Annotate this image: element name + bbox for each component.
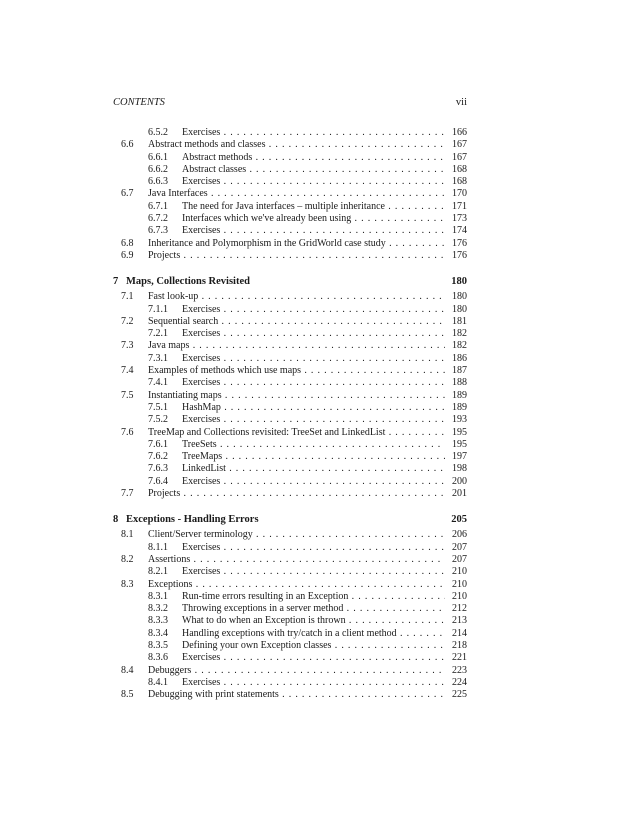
toc-entry-title: Exceptions - Handling Errors [126, 514, 259, 526]
toc-entry-page: 195 [449, 439, 467, 451]
toc-entry-title: Client/Server terminology . . . [148, 529, 445, 541]
toc-subsection[interactable] [113, 225, 467, 237]
toc-entry-page: 224 [449, 677, 467, 689]
toc-entry-page: 205 [448, 513, 467, 527]
toc-entry-num: 7.2 [121, 315, 134, 327]
toc-entry-page: 167 [449, 139, 467, 151]
toc-entry-title: Abstract classes . . . [182, 164, 445, 176]
toc-section[interactable] [113, 250, 467, 262]
toc-entry-page: 180 [449, 291, 467, 303]
toc-entry-num: 6.6.2 [148, 163, 168, 175]
toc-section[interactable] [113, 316, 467, 328]
toc-entry-title: Abstract methods and classes . . . [148, 139, 445, 151]
toc-entry-page: 182 [449, 328, 467, 340]
toc-entry-title: The need for Java interfaces – multiple inheritance . . . [182, 201, 445, 213]
toc-entry-title: Exercises . . . [182, 476, 445, 488]
toc-entry-title: Exercises . . . [182, 677, 445, 689]
table-of-contents [113, 127, 467, 701]
toc-entry-num: 8.1.1 [148, 541, 168, 553]
toc-entry-page: 182 [449, 340, 467, 352]
toc-section[interactable] [113, 188, 467, 200]
toc-entry-num: 7 [113, 276, 119, 288]
toc-entry-page: 200 [449, 476, 467, 488]
toc-entry-page: 225 [449, 689, 467, 701]
toc-section[interactable] [113, 238, 467, 250]
toc-section[interactable] [113, 689, 467, 701]
toc-entry-num: 8.2 [121, 553, 134, 565]
toc-entry-title: Abstract methods . . . [182, 152, 445, 164]
toc-entry-num: 6.7 [121, 188, 134, 200]
toc-entry-page: 188 [449, 377, 467, 389]
toc-subsection[interactable] [113, 328, 467, 340]
toc-entry-title: Projects . . . [148, 488, 445, 500]
toc-entry-num: 7.5.1 [148, 401, 168, 413]
toc-entry-num: 8.3.2 [148, 603, 168, 615]
toc-section[interactable] [113, 427, 467, 439]
toc-entry-title: Exercises . . . [182, 414, 445, 426]
toc-entry-page: 213 [449, 615, 467, 627]
toc-chapter[interactable] [113, 513, 467, 527]
toc-section[interactable] [113, 529, 467, 541]
toc-entry-title: Handling exceptions with try/catch in a client method . . . [182, 628, 445, 640]
toc-subsection[interactable] [113, 640, 467, 652]
toc-subsection[interactable] [113, 213, 467, 225]
toc-section[interactable] [113, 139, 467, 151]
toc-entry-num: 8.1 [121, 529, 134, 541]
toc-entry-title: HashMap . . . [182, 402, 445, 414]
toc-entry-page: 212 [449, 603, 467, 615]
toc-entry-title: Java maps . . . [148, 340, 445, 352]
toc-entry-num: 7.6 [121, 426, 134, 438]
toc-entry-page: 210 [449, 566, 467, 578]
toc-entry-title: Projects . . . [148, 250, 445, 262]
toc-entry-num: 7.6.1 [148, 438, 168, 450]
toc-entry-page: 170 [449, 188, 467, 200]
toc-entry-num: 6.6.3 [148, 176, 168, 188]
toc-section[interactable] [113, 365, 467, 377]
toc-entry-num: 7.6.2 [148, 451, 168, 463]
toc-entry-title: Fast look-up . . . [148, 291, 445, 303]
toc-entry-num: 6.6.1 [148, 151, 168, 163]
toc-entry-page: 174 [449, 225, 467, 237]
toc-subsection[interactable] [113, 603, 467, 615]
toc-entry-num: 7.2.1 [148, 328, 168, 340]
toc-subsection[interactable] [113, 201, 467, 213]
toc-subsection[interactable] [113, 402, 467, 414]
toc-entry-title: Exercises . . . [182, 304, 445, 316]
toc-entry-page: 166 [449, 127, 467, 139]
toc-entry-title: Exercises . . . [182, 353, 445, 365]
toc-entry-num: 8.3.5 [148, 639, 168, 651]
toc-entry-title: Instantiating maps . . . [148, 390, 445, 402]
toc-entry-title: Debuggers . . . [148, 665, 445, 677]
toc-entry-title: Sequential search . . . [148, 316, 445, 328]
toc-subsection[interactable] [113, 127, 467, 139]
toc-subsection[interactable] [113, 677, 467, 689]
toc-subsection[interactable] [113, 615, 467, 627]
toc-entry-num: 6.8 [121, 237, 134, 249]
toc-entry-title: Exercises . . . [182, 652, 445, 664]
toc-entry-num: 8.3.4 [148, 627, 168, 639]
toc-entry-num: 8.3.1 [148, 590, 168, 602]
toc-section[interactable] [113, 579, 467, 591]
toc-entry-num: 8 [113, 514, 119, 526]
toc-entry-page: 176 [449, 250, 467, 262]
toc-section[interactable] [113, 554, 467, 566]
toc-entry-title: TreeMap and Collections revisited: TreeSet and LinkedList . . . [148, 427, 445, 439]
toc-entry-num: 6.7.3 [148, 225, 168, 237]
toc-entry-num: 7.1.1 [148, 303, 168, 315]
toc-entry-num: 6.7.1 [148, 200, 168, 212]
toc-entry-page: 198 [449, 463, 467, 475]
toc-entry-page: 210 [449, 591, 467, 603]
toc-entry-page: 181 [449, 316, 467, 328]
toc-entry-page: 168 [449, 176, 467, 188]
toc-entry-title: LinkedList . . . [182, 463, 445, 475]
toc-subsection[interactable] [113, 566, 467, 578]
toc-entry-title: TreeMaps . . . [182, 451, 445, 463]
toc-entry-title: Exceptions . . . [148, 579, 445, 591]
toc-entry-num: 8.3 [121, 578, 134, 590]
toc-entry-page: 180 [449, 304, 467, 316]
toc-entry-page: 173 [449, 213, 467, 225]
toc-entry-page: 210 [449, 579, 467, 591]
toc-entry-title: Exercises . . . [182, 328, 445, 340]
toc-entry-num: 7.5 [121, 389, 134, 401]
toc-subsection[interactable] [113, 451, 467, 463]
toc-entry-num: 7.6.3 [148, 463, 168, 475]
toc-entry-title: Inheritance and Polymorphism in the GridWorld case study . . . [148, 238, 445, 250]
toc-entry-title: Throwing exceptions in a server method . . . [182, 603, 445, 615]
toc-entry-title: Exercises . . . [182, 566, 445, 578]
toc-subsection[interactable] [113, 164, 467, 176]
toc-entry-title: What to do when an Exception is thrown . . . [182, 615, 445, 627]
toc-subsection[interactable] [113, 152, 467, 164]
toc-entry-num: 6.5.2 [148, 127, 168, 138]
toc-entry-title: Interfaces which we've already been using . . . [182, 213, 445, 225]
toc-entry-title: Defining your own Exception classes . . . [182, 640, 445, 652]
toc-subsection[interactable] [113, 439, 467, 451]
toc-entry-page: 197 [449, 451, 467, 463]
toc-entry-title: Maps, Collections Revisited [126, 276, 250, 288]
toc-entry-page: 187 [449, 365, 467, 377]
toc-entry-num: 7.1 [121, 291, 134, 303]
toc-entry-title: Examples of methods which use maps . . . [148, 365, 445, 377]
toc-entry-page: 221 [449, 652, 467, 664]
toc-entry-num: 7.7 [121, 488, 134, 500]
toc-entry-page: 207 [449, 542, 467, 554]
toc-entry-page: 176 [449, 238, 467, 250]
toc-entry-num: 8.3.3 [148, 615, 168, 627]
toc-entry-title: Assertions . . . [148, 554, 445, 566]
toc-entry-page: 223 [449, 665, 467, 677]
toc-entry-num: 6.9 [121, 249, 134, 261]
toc-entry-num: 8.2.1 [148, 566, 168, 578]
toc-entry-page: 207 [449, 554, 467, 566]
toc-entry-page: 186 [449, 353, 467, 365]
toc-entry-title: Exercises . . . [182, 377, 445, 389]
toc-entry-title: Exercises . . . [182, 225, 445, 237]
toc-entry-title: Exercises . . . [182, 127, 445, 139]
toc-entry-page: 201 [449, 488, 467, 500]
toc-entry-num: 7.3.1 [148, 352, 168, 364]
toc-entry-title: Run-time errors resulting in an Exception . . . [182, 591, 445, 603]
toc-entry-num: 8.4 [121, 664, 134, 676]
toc-entry-page: 218 [449, 640, 467, 652]
toc-entry-title: Java Interfaces . . . [148, 188, 445, 200]
toc-subsection[interactable] [113, 353, 467, 365]
toc-entry-num: 8.5 [121, 689, 134, 701]
toc-entry-title: Debugging with print statements . . . [148, 689, 445, 701]
toc-subsection[interactable] [113, 476, 467, 488]
toc-entry-page: 193 [449, 414, 467, 426]
toc-section[interactable] [113, 340, 467, 352]
toc-subsection[interactable] [113, 377, 467, 389]
toc-entry-title: Exercises . . . [182, 176, 445, 188]
toc-entry-page: 167 [449, 152, 467, 164]
page-number: vii [455, 97, 467, 108]
toc-subsection[interactable] [113, 414, 467, 426]
toc-entry-num: 7.4.1 [148, 377, 168, 389]
toc-entry-title: Exercises . . . [182, 542, 445, 554]
toc-entry-title: TreeSets . . . [182, 439, 445, 451]
toc-section[interactable] [113, 291, 467, 303]
toc-entry-num: 6.6 [121, 139, 134, 151]
toc-section[interactable] [113, 488, 467, 500]
toc-entry-page: 195 [449, 427, 467, 439]
toc-entry-num: 7.3 [121, 340, 134, 352]
toc-entry-page: 180 [448, 275, 467, 289]
toc-entry-page: 171 [449, 201, 467, 213]
toc-entry-num: 7.5.2 [148, 414, 168, 426]
toc-entry-num: 8.3.6 [148, 652, 168, 664]
toc-entry-page: 206 [449, 529, 467, 541]
toc-entry-num: 6.7.2 [148, 213, 168, 225]
toc-subsection[interactable] [113, 628, 467, 640]
toc-subsection[interactable] [113, 542, 467, 554]
toc-entry-page: 168 [449, 164, 467, 176]
toc-entry-page: 214 [449, 628, 467, 640]
toc-subsection[interactable] [113, 304, 467, 316]
toc-entry-num: 7.6.4 [148, 475, 168, 487]
toc-entry-page: 189 [449, 390, 467, 402]
toc-entry-page: 189 [449, 402, 467, 414]
toc-section[interactable] [113, 665, 467, 677]
toc-subsection[interactable] [113, 591, 467, 603]
running-header [113, 97, 467, 111]
toc-chapter[interactable] [113, 275, 467, 289]
running-header-title: CONTENTS [113, 97, 165, 108]
toc-section[interactable] [113, 390, 467, 402]
toc-entry-num: 8.4.1 [148, 676, 168, 688]
toc-subsection[interactable] [113, 176, 467, 188]
toc-subsection[interactable] [113, 463, 467, 475]
toc-entry-num: 7.4 [121, 365, 134, 377]
toc-subsection[interactable] [113, 652, 467, 664]
